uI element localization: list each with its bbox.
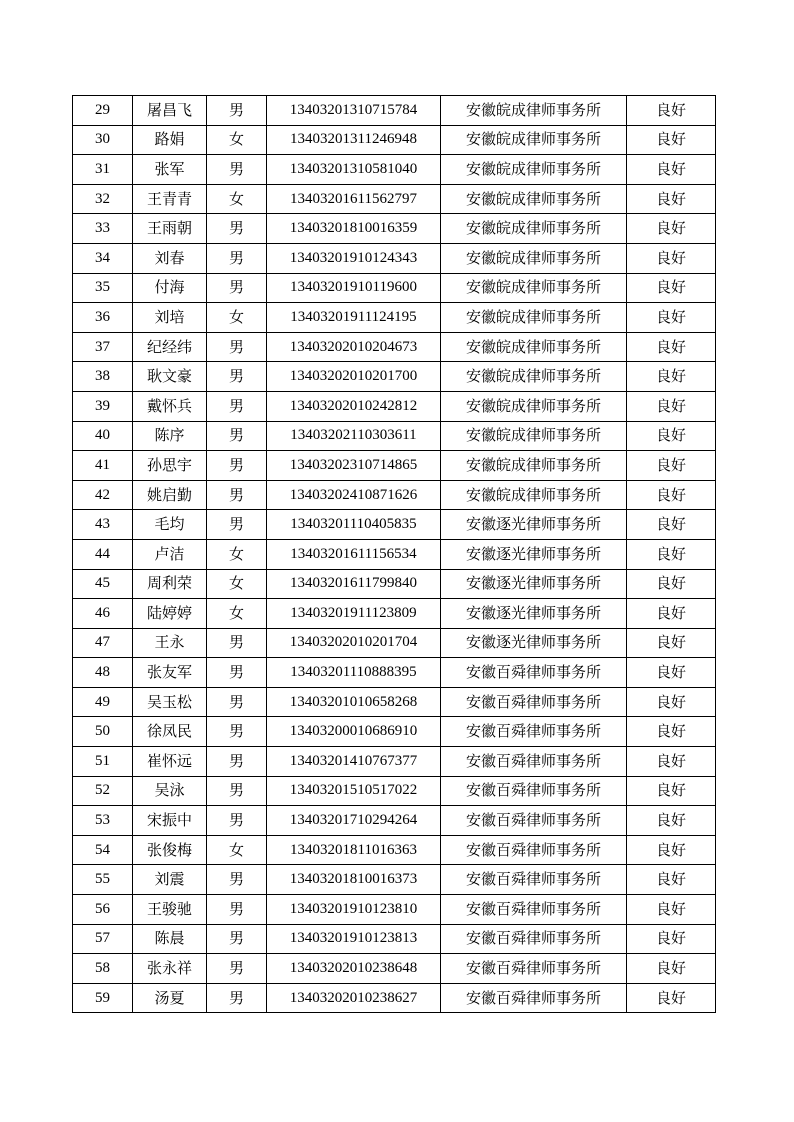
gender-cell: 男	[207, 451, 267, 481]
certificate-number-cell: 13403201810016359	[267, 214, 441, 244]
gender-cell: 女	[207, 539, 267, 569]
row-number-cell: 31	[73, 155, 133, 185]
name-cell: 毛均	[133, 510, 207, 540]
rating-cell: 良好	[627, 539, 716, 569]
table-row	[73, 303, 716, 333]
gender-cell: 男	[207, 895, 267, 925]
table-row	[73, 687, 716, 717]
table-row	[73, 273, 716, 303]
row-number-cell: 56	[73, 895, 133, 925]
law-firm-cell: 安徽皖成律师事务所	[441, 451, 627, 481]
law-firm-cell: 安徽皖成律师事务所	[441, 421, 627, 451]
gender-cell: 女	[207, 569, 267, 599]
certificate-number-cell: 13403201811016363	[267, 835, 441, 865]
law-firm-cell: 安徽皖成律师事务所	[441, 125, 627, 155]
rating-cell: 良好	[627, 391, 716, 421]
gender-cell: 男	[207, 391, 267, 421]
gender-cell: 男	[207, 332, 267, 362]
law-firm-cell: 安徽皖成律师事务所	[441, 480, 627, 510]
row-number-cell: 47	[73, 628, 133, 658]
rating-cell: 良好	[627, 214, 716, 244]
row-number-cell: 52	[73, 776, 133, 806]
rating-cell: 良好	[627, 273, 716, 303]
rating-cell: 良好	[627, 184, 716, 214]
law-firm-cell: 安徽百舜律师事务所	[441, 983, 627, 1013]
table-row	[73, 569, 716, 599]
name-cell: 付海	[133, 273, 207, 303]
name-cell: 卢洁	[133, 539, 207, 569]
row-number-cell: 37	[73, 332, 133, 362]
rating-cell: 良好	[627, 332, 716, 362]
name-cell: 屠昌飞	[133, 96, 207, 126]
law-firm-cell: 安徽逐光律师事务所	[441, 539, 627, 569]
rating-cell: 良好	[627, 155, 716, 185]
row-number-cell: 36	[73, 303, 133, 333]
rating-cell: 良好	[627, 569, 716, 599]
row-number-cell: 30	[73, 125, 133, 155]
name-cell: 姚启勤	[133, 480, 207, 510]
table-row	[73, 214, 716, 244]
certificate-number-cell: 13403202410871626	[267, 480, 441, 510]
certificate-number-cell: 13403201911123809	[267, 599, 441, 629]
certificate-number-cell: 13403202010201704	[267, 628, 441, 658]
table-row	[73, 954, 716, 984]
law-firm-cell: 安徽百舜律师事务所	[441, 865, 627, 895]
rating-cell: 良好	[627, 628, 716, 658]
name-cell: 张军	[133, 155, 207, 185]
gender-cell: 男	[207, 717, 267, 747]
name-cell: 汤夏	[133, 983, 207, 1013]
rating-cell: 良好	[627, 658, 716, 688]
certificate-number-cell: 13403202110303611	[267, 421, 441, 451]
gender-cell: 男	[207, 480, 267, 510]
rating-cell: 良好	[627, 806, 716, 836]
row-number-cell: 54	[73, 835, 133, 865]
table-row	[73, 865, 716, 895]
name-cell: 宋振中	[133, 806, 207, 836]
name-cell: 孙思宇	[133, 451, 207, 481]
rating-cell: 良好	[627, 510, 716, 540]
certificate-number-cell: 13403201910123813	[267, 924, 441, 954]
table-row	[73, 125, 716, 155]
table-row	[73, 628, 716, 658]
name-cell: 吴玉松	[133, 687, 207, 717]
law-firm-cell: 安徽逐光律师事务所	[441, 628, 627, 658]
certificate-number-cell: 13403201910119600	[267, 273, 441, 303]
gender-cell: 男	[207, 96, 267, 126]
name-cell: 张永祥	[133, 954, 207, 984]
law-firm-cell: 安徽皖成律师事务所	[441, 273, 627, 303]
gender-cell: 男	[207, 924, 267, 954]
gender-cell: 男	[207, 214, 267, 244]
gender-cell: 男	[207, 273, 267, 303]
certificate-number-cell: 13403201310715784	[267, 96, 441, 126]
name-cell: 戴怀兵	[133, 391, 207, 421]
lawyer-assessment-table	[72, 95, 716, 1013]
row-number-cell: 34	[73, 243, 133, 273]
rating-cell: 良好	[627, 480, 716, 510]
table-row	[73, 776, 716, 806]
rating-cell: 良好	[627, 924, 716, 954]
law-firm-cell: 安徽百舜律师事务所	[441, 924, 627, 954]
rating-cell: 良好	[627, 983, 716, 1013]
gender-cell: 女	[207, 303, 267, 333]
gender-cell: 男	[207, 747, 267, 777]
certificate-number-cell: 13403202010242812	[267, 391, 441, 421]
table-row	[73, 747, 716, 777]
law-firm-cell: 安徽百舜律师事务所	[441, 717, 627, 747]
law-firm-cell: 安徽皖成律师事务所	[441, 303, 627, 333]
name-cell: 张友军	[133, 658, 207, 688]
gender-cell: 男	[207, 155, 267, 185]
name-cell: 陈晨	[133, 924, 207, 954]
certificate-number-cell: 13403201410767377	[267, 747, 441, 777]
name-cell: 刘震	[133, 865, 207, 895]
law-firm-cell: 安徽皖成律师事务所	[441, 391, 627, 421]
name-cell: 耿文豪	[133, 362, 207, 392]
gender-cell: 男	[207, 865, 267, 895]
name-cell: 周利荣	[133, 569, 207, 599]
table-row	[73, 806, 716, 836]
certificate-number-cell: 13403201611156534	[267, 539, 441, 569]
rating-cell: 良好	[627, 717, 716, 747]
row-number-cell: 50	[73, 717, 133, 747]
row-number-cell: 45	[73, 569, 133, 599]
certificate-number-cell: 13403201910124343	[267, 243, 441, 273]
table-row	[73, 391, 716, 421]
name-cell: 纪经纬	[133, 332, 207, 362]
name-cell: 王骏驰	[133, 895, 207, 925]
table-row	[73, 983, 716, 1013]
certificate-number-cell: 13403202310714865	[267, 451, 441, 481]
rating-cell: 良好	[627, 96, 716, 126]
row-number-cell: 46	[73, 599, 133, 629]
name-cell: 王永	[133, 628, 207, 658]
row-number-cell: 58	[73, 954, 133, 984]
gender-cell: 女	[207, 599, 267, 629]
gender-cell: 男	[207, 776, 267, 806]
gender-cell: 女	[207, 835, 267, 865]
certificate-number-cell: 13403201110405835	[267, 510, 441, 540]
name-cell: 路娟	[133, 125, 207, 155]
gender-cell: 女	[207, 125, 267, 155]
gender-cell: 男	[207, 243, 267, 273]
row-number-cell: 48	[73, 658, 133, 688]
rating-cell: 良好	[627, 421, 716, 451]
rating-cell: 良好	[627, 362, 716, 392]
row-number-cell: 44	[73, 539, 133, 569]
law-firm-cell: 安徽皖成律师事务所	[441, 96, 627, 126]
gender-cell: 男	[207, 983, 267, 1013]
table-row	[73, 658, 716, 688]
law-firm-cell: 安徽百舜律师事务所	[441, 776, 627, 806]
law-firm-cell: 安徽百舜律师事务所	[441, 658, 627, 688]
certificate-number-cell: 13403202010238648	[267, 954, 441, 984]
gender-cell: 男	[207, 421, 267, 451]
rating-cell: 良好	[627, 687, 716, 717]
row-number-cell: 59	[73, 983, 133, 1013]
certificate-number-cell: 13403201611562797	[267, 184, 441, 214]
row-number-cell: 41	[73, 451, 133, 481]
table-row	[73, 835, 716, 865]
rating-cell: 良好	[627, 451, 716, 481]
table-row	[73, 155, 716, 185]
name-cell: 吴泳	[133, 776, 207, 806]
certificate-number-cell: 13403202010201700	[267, 362, 441, 392]
certificate-number-cell: 13403200010686910	[267, 717, 441, 747]
table-row	[73, 924, 716, 954]
law-firm-cell: 安徽百舜律师事务所	[441, 895, 627, 925]
certificate-number-cell: 13403201310581040	[267, 155, 441, 185]
row-number-cell: 55	[73, 865, 133, 895]
name-cell: 陈序	[133, 421, 207, 451]
certificate-number-cell: 13403201910123810	[267, 895, 441, 925]
rating-cell: 良好	[627, 895, 716, 925]
table-row	[73, 510, 716, 540]
law-firm-cell: 安徽皖成律师事务所	[441, 214, 627, 244]
law-firm-cell: 安徽皖成律师事务所	[441, 362, 627, 392]
name-cell: 张俊梅	[133, 835, 207, 865]
certificate-number-cell: 13403201810016373	[267, 865, 441, 895]
table-row	[73, 96, 716, 126]
rating-cell: 良好	[627, 599, 716, 629]
name-cell: 徐凤民	[133, 717, 207, 747]
law-firm-cell: 安徽逐光律师事务所	[441, 569, 627, 599]
name-cell: 刘培	[133, 303, 207, 333]
row-number-cell: 38	[73, 362, 133, 392]
law-firm-cell: 安徽皖成律师事务所	[441, 243, 627, 273]
table-row	[73, 539, 716, 569]
row-number-cell: 35	[73, 273, 133, 303]
name-cell: 王青青	[133, 184, 207, 214]
rating-cell: 良好	[627, 835, 716, 865]
row-number-cell: 51	[73, 747, 133, 777]
rating-cell: 良好	[627, 865, 716, 895]
certificate-number-cell: 13403201010658268	[267, 687, 441, 717]
law-firm-cell: 安徽逐光律师事务所	[441, 510, 627, 540]
law-firm-cell: 安徽百舜律师事务所	[441, 747, 627, 777]
certificate-number-cell: 13403201110888395	[267, 658, 441, 688]
table-row	[73, 895, 716, 925]
table-row	[73, 717, 716, 747]
table-row	[73, 421, 716, 451]
table-row	[73, 184, 716, 214]
row-number-cell: 33	[73, 214, 133, 244]
law-firm-cell: 安徽百舜律师事务所	[441, 806, 627, 836]
gender-cell: 男	[207, 628, 267, 658]
name-cell: 王雨朝	[133, 214, 207, 244]
rating-cell: 良好	[627, 776, 716, 806]
law-firm-cell: 安徽百舜律师事务所	[441, 687, 627, 717]
gender-cell: 男	[207, 362, 267, 392]
certificate-number-cell: 13403201510517022	[267, 776, 441, 806]
table-row	[73, 243, 716, 273]
rating-cell: 良好	[627, 243, 716, 273]
law-firm-cell: 安徽皖成律师事务所	[441, 332, 627, 362]
gender-cell: 男	[207, 954, 267, 984]
rating-cell: 良好	[627, 747, 716, 777]
gender-cell: 男	[207, 510, 267, 540]
name-cell: 陆婷婷	[133, 599, 207, 629]
row-number-cell: 57	[73, 924, 133, 954]
table-row	[73, 451, 716, 481]
law-firm-cell: 安徽皖成律师事务所	[441, 155, 627, 185]
row-number-cell: 53	[73, 806, 133, 836]
law-firm-cell: 安徽皖成律师事务所	[441, 184, 627, 214]
rating-cell: 良好	[627, 954, 716, 984]
row-number-cell: 42	[73, 480, 133, 510]
gender-cell: 男	[207, 687, 267, 717]
certificate-number-cell: 13403201911124195	[267, 303, 441, 333]
row-number-cell: 32	[73, 184, 133, 214]
law-firm-cell: 安徽百舜律师事务所	[441, 835, 627, 865]
certificate-number-cell: 13403201311246948	[267, 125, 441, 155]
row-number-cell: 49	[73, 687, 133, 717]
certificate-number-cell: 13403201710294264	[267, 806, 441, 836]
table-row	[73, 362, 716, 392]
certificate-number-cell: 13403202010238627	[267, 983, 441, 1013]
rating-cell: 良好	[627, 303, 716, 333]
gender-cell: 女	[207, 184, 267, 214]
certificate-number-cell: 13403202010204673	[267, 332, 441, 362]
gender-cell: 男	[207, 658, 267, 688]
row-number-cell: 39	[73, 391, 133, 421]
rating-cell: 良好	[627, 125, 716, 155]
table-row	[73, 599, 716, 629]
table-row	[73, 480, 716, 510]
law-firm-cell: 安徽逐光律师事务所	[441, 599, 627, 629]
table-body	[73, 96, 716, 1013]
table-row	[73, 332, 716, 362]
row-number-cell: 43	[73, 510, 133, 540]
certificate-number-cell: 13403201611799840	[267, 569, 441, 599]
name-cell: 刘春	[133, 243, 207, 273]
law-firm-cell: 安徽百舜律师事务所	[441, 954, 627, 984]
name-cell: 崔怀远	[133, 747, 207, 777]
gender-cell: 男	[207, 806, 267, 836]
row-number-cell: 29	[73, 96, 133, 126]
row-number-cell: 40	[73, 421, 133, 451]
